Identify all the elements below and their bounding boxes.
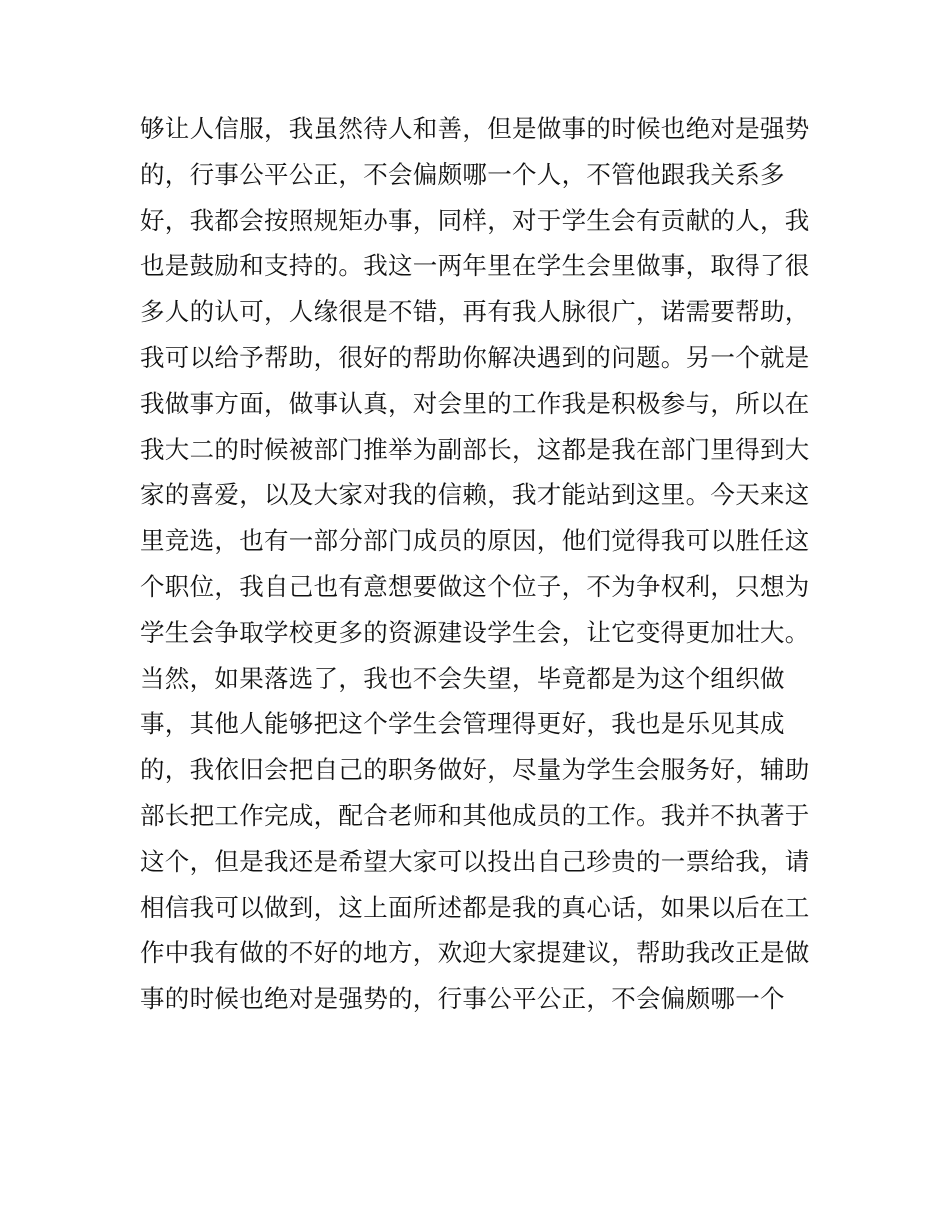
text-line: 相信我可以做到，这上面所述都是我的真心话，如果以后在工 — [140, 892, 810, 922]
text-line: 我做事方面，做事认真，对会里的工作我是积极参与，所以在 — [140, 388, 810, 418]
text-line: 学生会争取学校更多的资源建设学生会，让它变得更加壮大。 — [140, 617, 810, 647]
text-line: 好，我都会按照规矩办事，同样，对于学生会有贡献的人，我 — [140, 205, 810, 235]
text-line: 个职位，我自己也有意想要做这个位子，不为争权利，只想为 — [140, 571, 810, 601]
text-line: 作中我有做的不好的地方，欢迎大家提建议，帮助我改正是做 — [140, 938, 810, 968]
text-line: 的，行事公平公正，不会偏颇哪一个人，不管他跟我关系多 — [140, 159, 785, 189]
body-text — [140, 106, 820, 1022]
text-line: 够让人信服，我虽然待人和善，但是做事的时候也绝对是强势 — [140, 114, 810, 143]
text-line: 也是鼓励和支持的。我这一两年里在学生会里做事，取得了很 — [140, 251, 810, 281]
text-line: 当然，如果落选了，我也不会失望，毕竟都是为这个组织做 — [140, 663, 785, 693]
text-line: 事，其他人能够把这个学生会管理得更好，我也是乐见其成 — [140, 709, 785, 739]
text-line: 这个，但是我还是希望大家可以投出自己珍贵的一票给我，请 — [140, 846, 810, 876]
text-line: 家的喜爱，以及大家对我的信赖，我才能站到这里。今天来这 — [140, 480, 810, 510]
text-line: 的，我依旧会把自己的职务做好，尽量为学生会服务好，辅助 — [140, 755, 810, 785]
text-line: 部长把工作完成，配合老师和其他成员的工作。我并不执著于 — [140, 800, 810, 830]
text-line: 我大二的时候被部门推举为副部长，这都是我在部门里得到大 — [140, 434, 810, 464]
text-line: 多人的认可，人缘很是不错，再有我人脉很广，诺需要帮助， — [140, 297, 810, 327]
text-line: 事的时候也绝对是强势的，行事公平公正，不会偏颇哪一个 — [140, 984, 785, 1014]
text-line: 里竞选，也有一部分部门成员的原因，他们觉得我可以胜任这 — [140, 526, 810, 556]
text-line: 我可以给予帮助，很好的帮助你解决遇到的问题。另一个就是 — [140, 342, 810, 372]
